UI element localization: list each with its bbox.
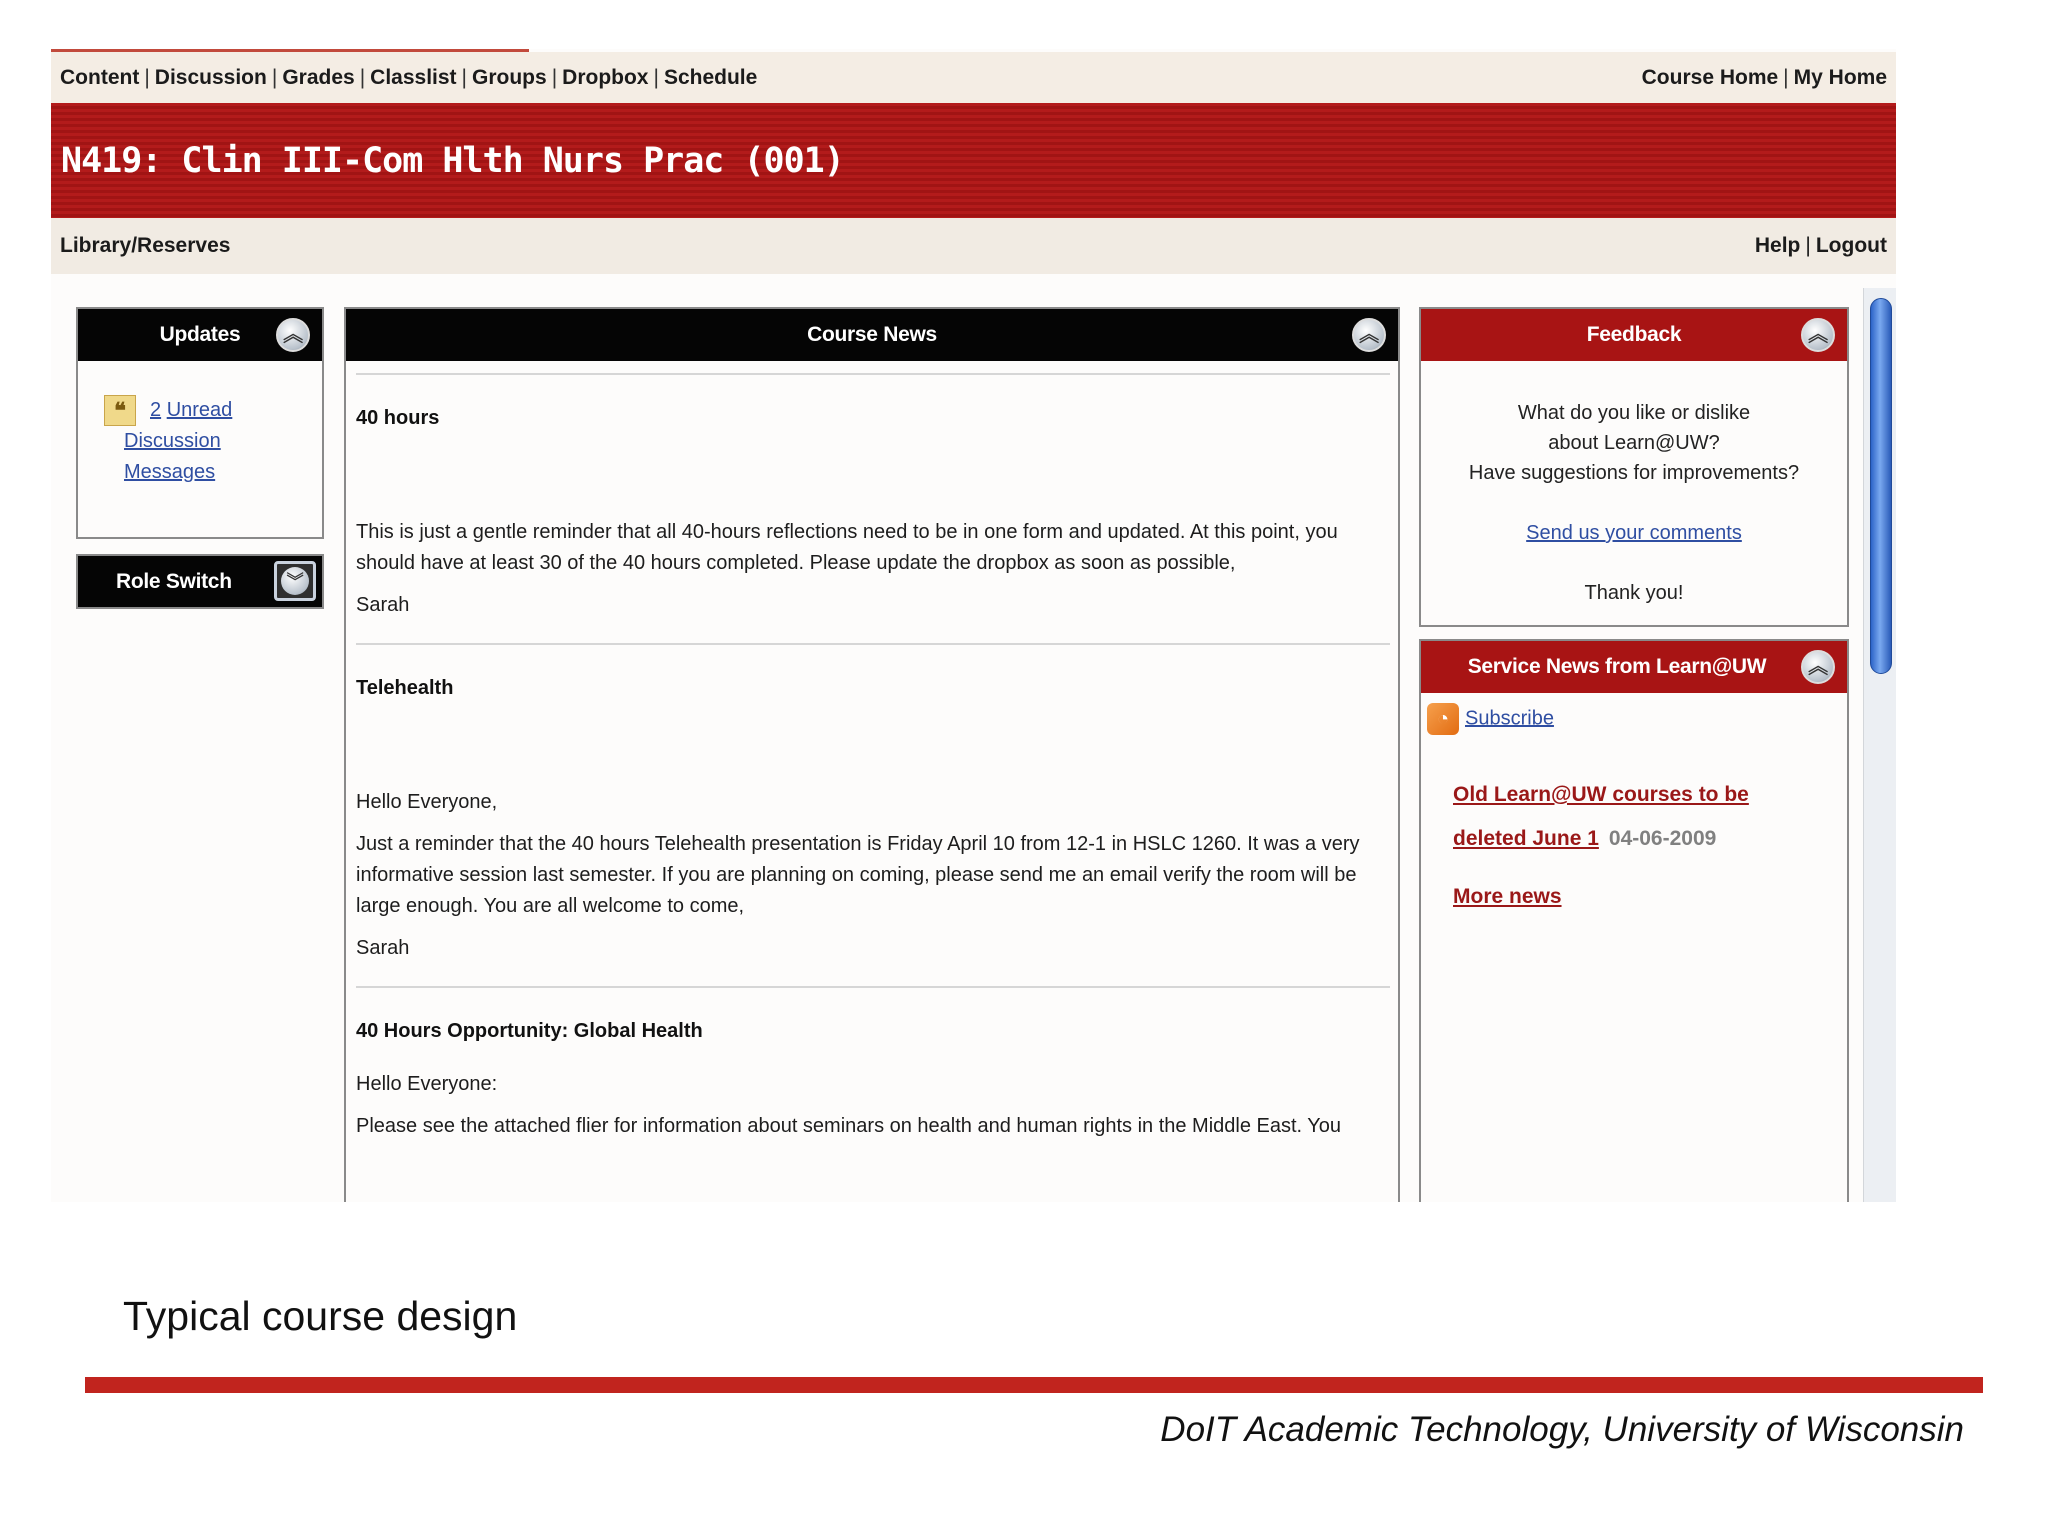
service-news-body [1421, 693, 1847, 909]
nav-separator: | [144, 65, 150, 89]
slide-caption: Typical course design [123, 1293, 518, 1339]
subscribe-link[interactable]: Subscribe [1465, 707, 1554, 730]
service-news-widget [1419, 639, 1849, 1202]
scrollbar-thumb[interactable] [1870, 298, 1892, 674]
help-logout-nav [1755, 234, 1887, 258]
slide-divider [85, 1377, 1983, 1393]
news-item-text: Please see the attached flier for information about seminars on health and human rights in the Middle East. You [356, 1115, 1342, 1137]
collapse-up-icon[interactable]: ︽ [1352, 318, 1386, 352]
updates-widget [76, 307, 324, 539]
feedback-suggestions: Have suggestions for improvements? [1468, 462, 1800, 484]
news-item-title: 40 hours [356, 407, 440, 429]
feedback-question: What do you like or dislike about Learn@UW? [1517, 402, 1751, 454]
nav-separator: | [1783, 65, 1789, 89]
nav-help[interactable]: Help [1754, 234, 1801, 257]
nav-library-reserves[interactable]: Library/Reserves [60, 234, 231, 257]
feedback-widget [1419, 307, 1849, 627]
updates-body [78, 361, 322, 488]
slide-footer: DoIT Academic Technology, University of Wisconsin [1160, 1410, 1964, 1449]
news-item [356, 643, 1390, 986]
feedback-body [1421, 361, 1847, 608]
nav-classlist[interactable]: Classlist [370, 65, 457, 89]
unread-count[interactable]: 2 [150, 399, 162, 421]
sub-navbar [51, 218, 1896, 274]
course-navbar [51, 52, 1896, 103]
nav-separator: | [653, 65, 659, 89]
unread-discussion-label[interactable]: Discussion [124, 430, 221, 452]
nav-separator: | [359, 65, 366, 89]
news-item [356, 986, 1390, 1142]
service-news-headline[interactable]: Old Learn@UW courses to be deleted June 1 [1453, 783, 1749, 850]
news-item-signature: Sarah [356, 594, 410, 616]
course-title: N419: Clin III-Com Hlth Nurs Prac (001) [61, 140, 844, 181]
home-nav [1642, 66, 1887, 90]
nav-grades[interactable]: Grades [282, 65, 355, 89]
unread-label[interactable]: Unread [166, 399, 233, 421]
course-tools-nav [60, 66, 757, 90]
collapse-up-icon[interactable]: ︽ [1801, 318, 1835, 352]
nav-separator: | [271, 65, 278, 89]
nav-course-home[interactable]: Course Home [1641, 65, 1779, 89]
vertical-scrollbar[interactable] [1863, 288, 1896, 1202]
service-news-header [1421, 641, 1847, 693]
news-item-title: 40 Hours Opportunity: Global Health [356, 1020, 703, 1042]
discussion-quote-icon: ❝ [104, 395, 136, 426]
role-switch-widget [76, 554, 324, 609]
news-item-signature: Sarah [356, 937, 410, 959]
rss-icon: ◔ [1427, 703, 1459, 735]
nav-dropbox[interactable]: Dropbox [562, 65, 649, 89]
more-news-link[interactable]: More news [1453, 885, 1562, 908]
service-news-date: 04-06-2009 [1608, 827, 1717, 850]
updates-title: Updates [159, 323, 241, 346]
nav-schedule[interactable]: Schedule [663, 65, 758, 89]
unread-messages-link[interactable] [150, 395, 232, 426]
nav-separator: | [1805, 234, 1811, 257]
more-news [1453, 885, 1847, 909]
nav-separator: | [461, 65, 468, 89]
role-switch-title: Role Switch [116, 569, 232, 593]
news-item-title: Telehealth [356, 677, 454, 699]
nav-logout[interactable]: Logout [1815, 234, 1887, 257]
news-item-greeting: Hello Everyone: [356, 1073, 498, 1095]
role-switch-header[interactable] [78, 556, 322, 607]
course-banner [51, 103, 1896, 218]
course-news-body [346, 373, 1398, 1142]
collapse-up-icon[interactable]: ︽ [276, 318, 310, 352]
feedback-thanks: Thank you! [1584, 582, 1684, 604]
service-news-title: Service News from Learn@UW [1467, 655, 1767, 678]
news-item-text: Just a reminder that the 40 hours Telehealth presentation is Friday April 10 from 12-1 in HSLC 1260. It was a very informative session last semester. If you are planning on coming, please send me an email verify the room will be large enough. You are all welcome to come, [356, 833, 1360, 917]
updates-header [78, 309, 322, 361]
news-item-greeting: Hello Everyone, [356, 791, 498, 813]
nav-groups[interactable]: Groups [472, 65, 547, 89]
unread-link-continuation [104, 426, 322, 488]
nav-content[interactable]: Content [60, 65, 140, 89]
course-news-header [346, 309, 1398, 361]
news-item-text: This is just a gentle reminder that all 40-hours reflections need to be in one form and updated. At this point, you should have at least 30 of the 40 hours completed. Please update the dropbox as soon as possible, [356, 521, 1338, 574]
nav-discussion[interactable]: Discussion [154, 65, 267, 89]
news-item [356, 373, 1390, 643]
feedback-title: Feedback [1586, 323, 1682, 346]
nav-my-home[interactable]: My Home [1793, 65, 1887, 89]
course-news-widget [344, 307, 1400, 1202]
lms-screenshot [51, 49, 1896, 1202]
collapse-up-icon[interactable]: ︽ [1801, 650, 1835, 684]
course-news-title: Course News [807, 323, 937, 346]
feedback-header [1421, 309, 1847, 361]
send-comments-link[interactable]: Send us your comments [1526, 522, 1742, 544]
nav-separator: | [551, 65, 558, 89]
expand-down-icon[interactable]: ︾ [274, 561, 316, 601]
unread-messages-label[interactable]: Messages [124, 461, 216, 483]
service-news-item [1453, 773, 1783, 861]
